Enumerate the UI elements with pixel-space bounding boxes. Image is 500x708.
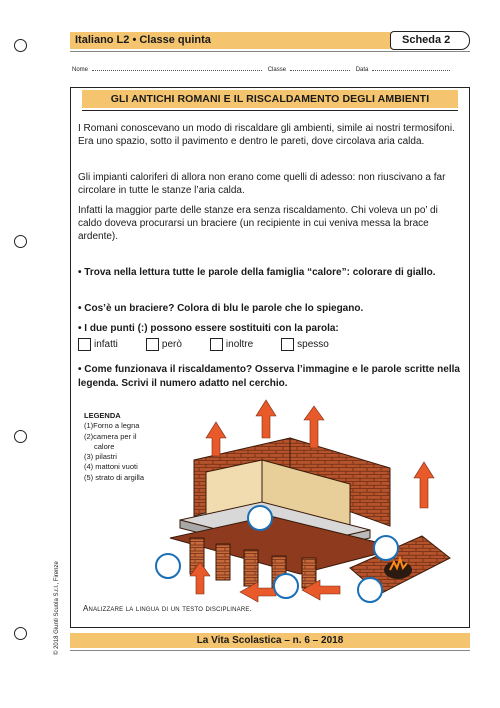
legend-item: (2)camera per il bbox=[84, 431, 137, 441]
option-label: però bbox=[161, 339, 182, 350]
question-2: • Cos’è un braciere? Colora di blu le parole che lo spiegano. bbox=[78, 303, 364, 314]
checkbox[interactable] bbox=[281, 338, 294, 351]
answer-circle[interactable] bbox=[358, 578, 382, 602]
legend-item: (1)Forno a legna bbox=[84, 421, 140, 431]
answer-options bbox=[78, 338, 357, 351]
student-fields bbox=[72, 67, 454, 73]
question-3: • I due punti (:) possono essere sostituiti con la parola: bbox=[78, 323, 339, 334]
paragraph-2: Gli impianti caloriferi di allora non erano come quelli di adesso: non riuscivano a far circolare in tutte le stanze l’aria calda. bbox=[78, 172, 446, 197]
name-label: Nome bbox=[72, 67, 89, 73]
worksheet-tab bbox=[390, 31, 470, 50]
binder-hole bbox=[14, 39, 27, 52]
class-field[interactable] bbox=[290, 70, 350, 71]
option-label: spesso bbox=[297, 339, 329, 350]
checkbox[interactable] bbox=[210, 338, 223, 351]
copyright-notice: © 2018 Giunti Scuola S.r.l., Firenze bbox=[54, 561, 60, 655]
name-field[interactable] bbox=[92, 70, 262, 71]
legend bbox=[84, 411, 144, 483]
option-inoltre[interactable] bbox=[210, 338, 253, 351]
checkbox[interactable] bbox=[78, 338, 91, 351]
checkbox[interactable] bbox=[146, 338, 159, 351]
hypocaust-illustration bbox=[150, 398, 462, 608]
answer-circle[interactable] bbox=[374, 536, 398, 560]
class-label: Classe bbox=[267, 67, 287, 73]
answer-circle[interactable] bbox=[248, 506, 272, 530]
binder-hole bbox=[14, 430, 27, 443]
footnote: Analizzare la lingua di un testo disciplinare. bbox=[83, 604, 253, 613]
answer-circle[interactable] bbox=[274, 574, 298, 598]
date-field[interactable] bbox=[372, 70, 450, 71]
worksheet-number: Scheda 2 bbox=[402, 34, 451, 46]
option-pero[interactable] bbox=[146, 338, 182, 351]
paragraph-3: Infatti la maggior parte delle stanze era senza riscaldamento. Chi voleva un po’ di caldo doveva procurarsi un braciere (un recipiente in cui veniva messa la brace ardente). bbox=[78, 205, 438, 243]
question-4: • Come funzionava il riscaldamento? Osserva l’immagine e le parole scritte nella legenda. Scrivi il numero adatto nel cerchio. bbox=[78, 364, 460, 389]
question-1: • Trova nella lettura tutte le parole della famiglia “calore”: colorare di giallo. bbox=[78, 267, 436, 278]
binder-hole bbox=[14, 627, 27, 640]
title-divider bbox=[82, 110, 458, 111]
header-divider bbox=[70, 51, 470, 52]
option-label: inoltre bbox=[225, 339, 254, 350]
paragraph-1: I Romani conoscevano un modo di riscaldare gli ambienti, simile ai nostri termosifoni. Era uno spazio, sotto il pavimento e dentro le pareti, dove circolava aria calda. bbox=[78, 123, 455, 148]
header-title: Italiano L2 • Classe quinta bbox=[75, 34, 211, 46]
option-infatti[interactable] bbox=[78, 338, 118, 351]
legend-item: (5) strato di argilla bbox=[84, 472, 145, 482]
legend-item: (4) mattoni vuoti bbox=[84, 462, 138, 472]
legend-item: (3) pilastri bbox=[84, 452, 117, 462]
legend-item: calore bbox=[94, 441, 115, 451]
date-label: Data bbox=[355, 67, 369, 73]
footer-bar: La Vita Scolastica – n. 6 – 2018 bbox=[70, 633, 470, 648]
page-title: GLI ANTICHI ROMANI E IL RISCALDAMENTO DEGLI AMBIENTI bbox=[82, 90, 458, 108]
footer-divider bbox=[70, 650, 470, 651]
option-spesso[interactable] bbox=[281, 338, 329, 351]
answer-circle[interactable] bbox=[156, 554, 180, 578]
binder-hole bbox=[14, 235, 27, 248]
legend-title: LEGENDA bbox=[84, 411, 121, 420]
option-label: infatti bbox=[94, 339, 118, 350]
